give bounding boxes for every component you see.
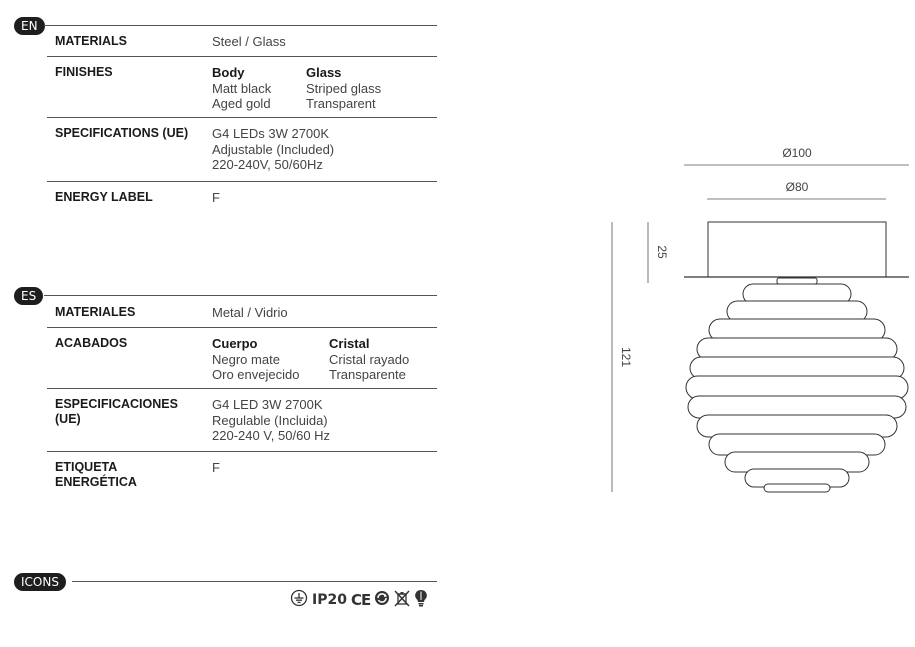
en-finishes-col2 bbox=[306, 65, 381, 112]
certification-icons bbox=[290, 590, 428, 610]
es-finishes-col2 bbox=[329, 336, 409, 383]
es-energy-label-line: ETIQUETA bbox=[55, 460, 118, 474]
en-specs-values bbox=[212, 126, 334, 173]
es-finishes-row bbox=[47, 327, 437, 388]
earth-ground-icon bbox=[290, 589, 308, 612]
en-spec-line: 220-240V, 50/60Hz bbox=[212, 157, 323, 172]
en-finishes-col1-item: Aged gold bbox=[212, 96, 271, 111]
lamp-glass-shade bbox=[686, 278, 908, 492]
es-specs-label bbox=[55, 397, 205, 427]
en-finishes-col1 bbox=[212, 65, 271, 112]
es-finishes-label: ACABADOS bbox=[55, 336, 128, 350]
es-energy-value: F bbox=[212, 460, 220, 475]
en-materials-label: MATERIALS bbox=[55, 34, 127, 48]
es-energy-row bbox=[47, 451, 437, 496]
recycle-icon bbox=[374, 590, 390, 611]
icons-top-rule bbox=[72, 581, 437, 582]
es-specs-row bbox=[47, 388, 437, 453]
en-badge: EN bbox=[14, 17, 45, 35]
es-materials-row bbox=[47, 297, 437, 327]
es-spec-line: Regulable (Incluida) bbox=[212, 412, 328, 428]
en-specs-row bbox=[47, 117, 437, 182]
es-finishes-col2-head: Cristal bbox=[329, 336, 370, 351]
es-section bbox=[14, 287, 437, 497]
en-spec-line: Adjustable (Included) bbox=[212, 141, 335, 157]
en-finishes-col1-head: Body bbox=[212, 65, 245, 80]
es-finishes-col1-item: Negro mate bbox=[212, 351, 280, 367]
dim-total-height-label: 121 bbox=[619, 346, 633, 368]
weee-bin-icon bbox=[394, 589, 410, 612]
en-finishes-label: FINISHES bbox=[55, 65, 113, 79]
es-finishes-col1-item: Oro envejecido bbox=[212, 367, 300, 382]
icons-badge: ICONS bbox=[14, 573, 66, 591]
es-specs-values bbox=[212, 397, 330, 444]
en-energy-row bbox=[47, 181, 437, 212]
es-spec-line: 220-240 V, 50/60 Hz bbox=[212, 428, 331, 443]
es-energy-label-line: ENERGÉTICA bbox=[55, 475, 137, 489]
es-specs-label-line: (UE) bbox=[55, 412, 81, 426]
es-finishes-col2-item: Transparente bbox=[329, 367, 406, 382]
en-energy-label: ENERGY LABEL bbox=[55, 190, 153, 204]
en-finishes-col1-item: Matt black bbox=[212, 80, 272, 96]
dim-inner-label: Ø80 bbox=[785, 180, 809, 194]
ce-mark-icon: CE bbox=[350, 591, 371, 609]
en-energy-value: F bbox=[212, 190, 220, 205]
es-top-rule bbox=[44, 295, 437, 296]
es-finishes-col2-item: Cristal rayado bbox=[329, 351, 410, 367]
es-spec-line: G4 LED 3W 2700K bbox=[212, 397, 323, 412]
en-spec-line: G4 LEDs 3W 2700K bbox=[212, 126, 330, 141]
en-specs-label: SPECIFICATIONS (UE) bbox=[55, 126, 189, 140]
lamp-canopy bbox=[708, 222, 886, 277]
es-materials-value: Metal / Vidrio bbox=[212, 305, 288, 320]
technical-drawing bbox=[590, 130, 915, 550]
dim-outer-label: Ø100 bbox=[782, 146, 812, 160]
es-finishes-col1 bbox=[212, 336, 299, 383]
es-finishes-col1-head: Cuerpo bbox=[212, 336, 258, 351]
en-finishes-col2-item: Transparent bbox=[306, 96, 376, 111]
dim-base-height-label: 25 bbox=[655, 245, 669, 259]
es-materials-label: MATERIALES bbox=[55, 305, 136, 319]
es-badge: ES bbox=[14, 287, 43, 305]
en-materials-value: Steel / Glass bbox=[212, 34, 286, 49]
en-section bbox=[14, 17, 437, 217]
en-materials-row bbox=[47, 26, 437, 56]
es-specs-label-line: ESPECIFICACIONES bbox=[55, 397, 178, 411]
dimmable-bulb-icon bbox=[414, 589, 428, 612]
ip20-icon: IP20 bbox=[312, 592, 347, 608]
en-finishes-col2-head: Glass bbox=[306, 65, 342, 80]
es-energy-label bbox=[55, 460, 205, 490]
en-finishes-col2-item: Striped glass bbox=[306, 80, 382, 96]
en-finishes-row bbox=[47, 56, 437, 117]
